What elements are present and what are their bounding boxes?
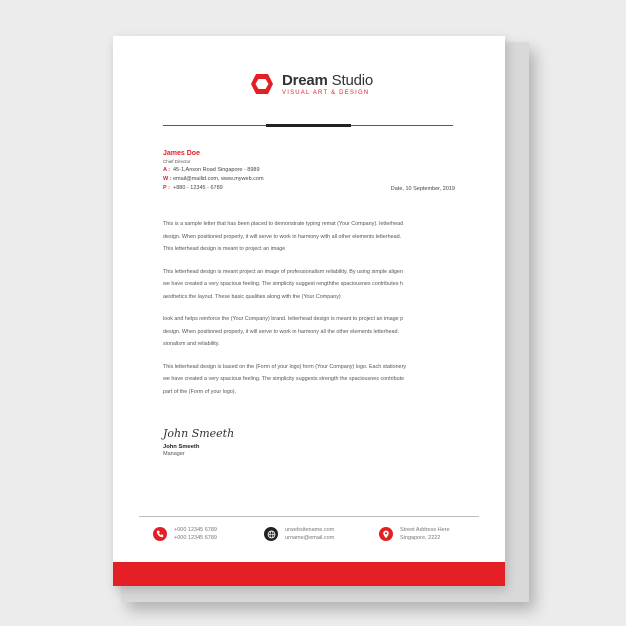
letter-date: Date, 10 September, 2019	[390, 186, 455, 192]
footer-red-band	[113, 562, 505, 586]
footer-web: urwebsitename.com urname@email.com	[264, 526, 334, 542]
paragraph-1: This is a sample letter that has been placed to demonstrate typing remat (Your Company). letterhead design. When positioned properly, it will serve to work in harmony with all other elements letterhead. This letterhead design is meant to project an image	[163, 221, 404, 252]
signer-name: John Smeeth	[163, 444, 200, 450]
sender-phone: P : +880 - 12345 - 6789	[163, 185, 223, 191]
letter-body	[163, 218, 458, 408]
paragraph-2: This letterhead design is meant project an image of professionalism reliability. By using simple aligen we have created a very spacious feeling. The simplicity suggest rengththe spaciousnes contributes h aesthetics the layout. These basic qualities along with the (Your Company)	[163, 268, 403, 300]
brand-tagline: VISUAL ART & DESIGN	[282, 89, 370, 96]
footer-phone: +000 12345 6789 +000 12345 6789	[153, 526, 217, 542]
hexagon-logo-icon	[250, 72, 274, 96]
brand-name: Dream Studio	[282, 71, 374, 89]
header-divider-accent	[266, 124, 351, 127]
sender-web: W :email@mailid.com, www.myweb.com	[163, 176, 264, 182]
sender-block	[163, 150, 264, 191]
signer-block	[163, 444, 199, 457]
svg-text:John Smeeth: John Smeeth	[163, 427, 235, 440]
paragraph-4: This letterhead design is based on the (Form of your logo) form (Your Company) logo. Each stationery we have created a very spacious feeling. The simplicity suggests strength the spaciousnes contribute part of the (Form of your logo).	[163, 363, 407, 395]
letterhead-page	[113, 36, 505, 586]
footer-divider	[139, 516, 479, 517]
phone-icon	[153, 527, 167, 541]
brand-logo	[250, 72, 373, 96]
globe-icon	[264, 527, 278, 541]
location-pin-icon	[379, 527, 393, 541]
sender-address: A : 45-1,Anson Road Singapore - 8989	[163, 167, 260, 173]
sender-name: James Doe	[163, 150, 200, 157]
footer-address: Street Address Here Singapore, 2222	[379, 526, 450, 542]
handwritten-signature	[161, 424, 241, 442]
sender-title: Chief Director	[163, 159, 191, 164]
paragraph-3: look and helps reinforce the (Your Company) brand. letterhead design is meant to project an image p design. When positioned properly, it will serve to work in harmony all the other elements letterhead. sionalism and reliability.	[163, 316, 404, 347]
signer-role: Manager	[163, 451, 185, 457]
